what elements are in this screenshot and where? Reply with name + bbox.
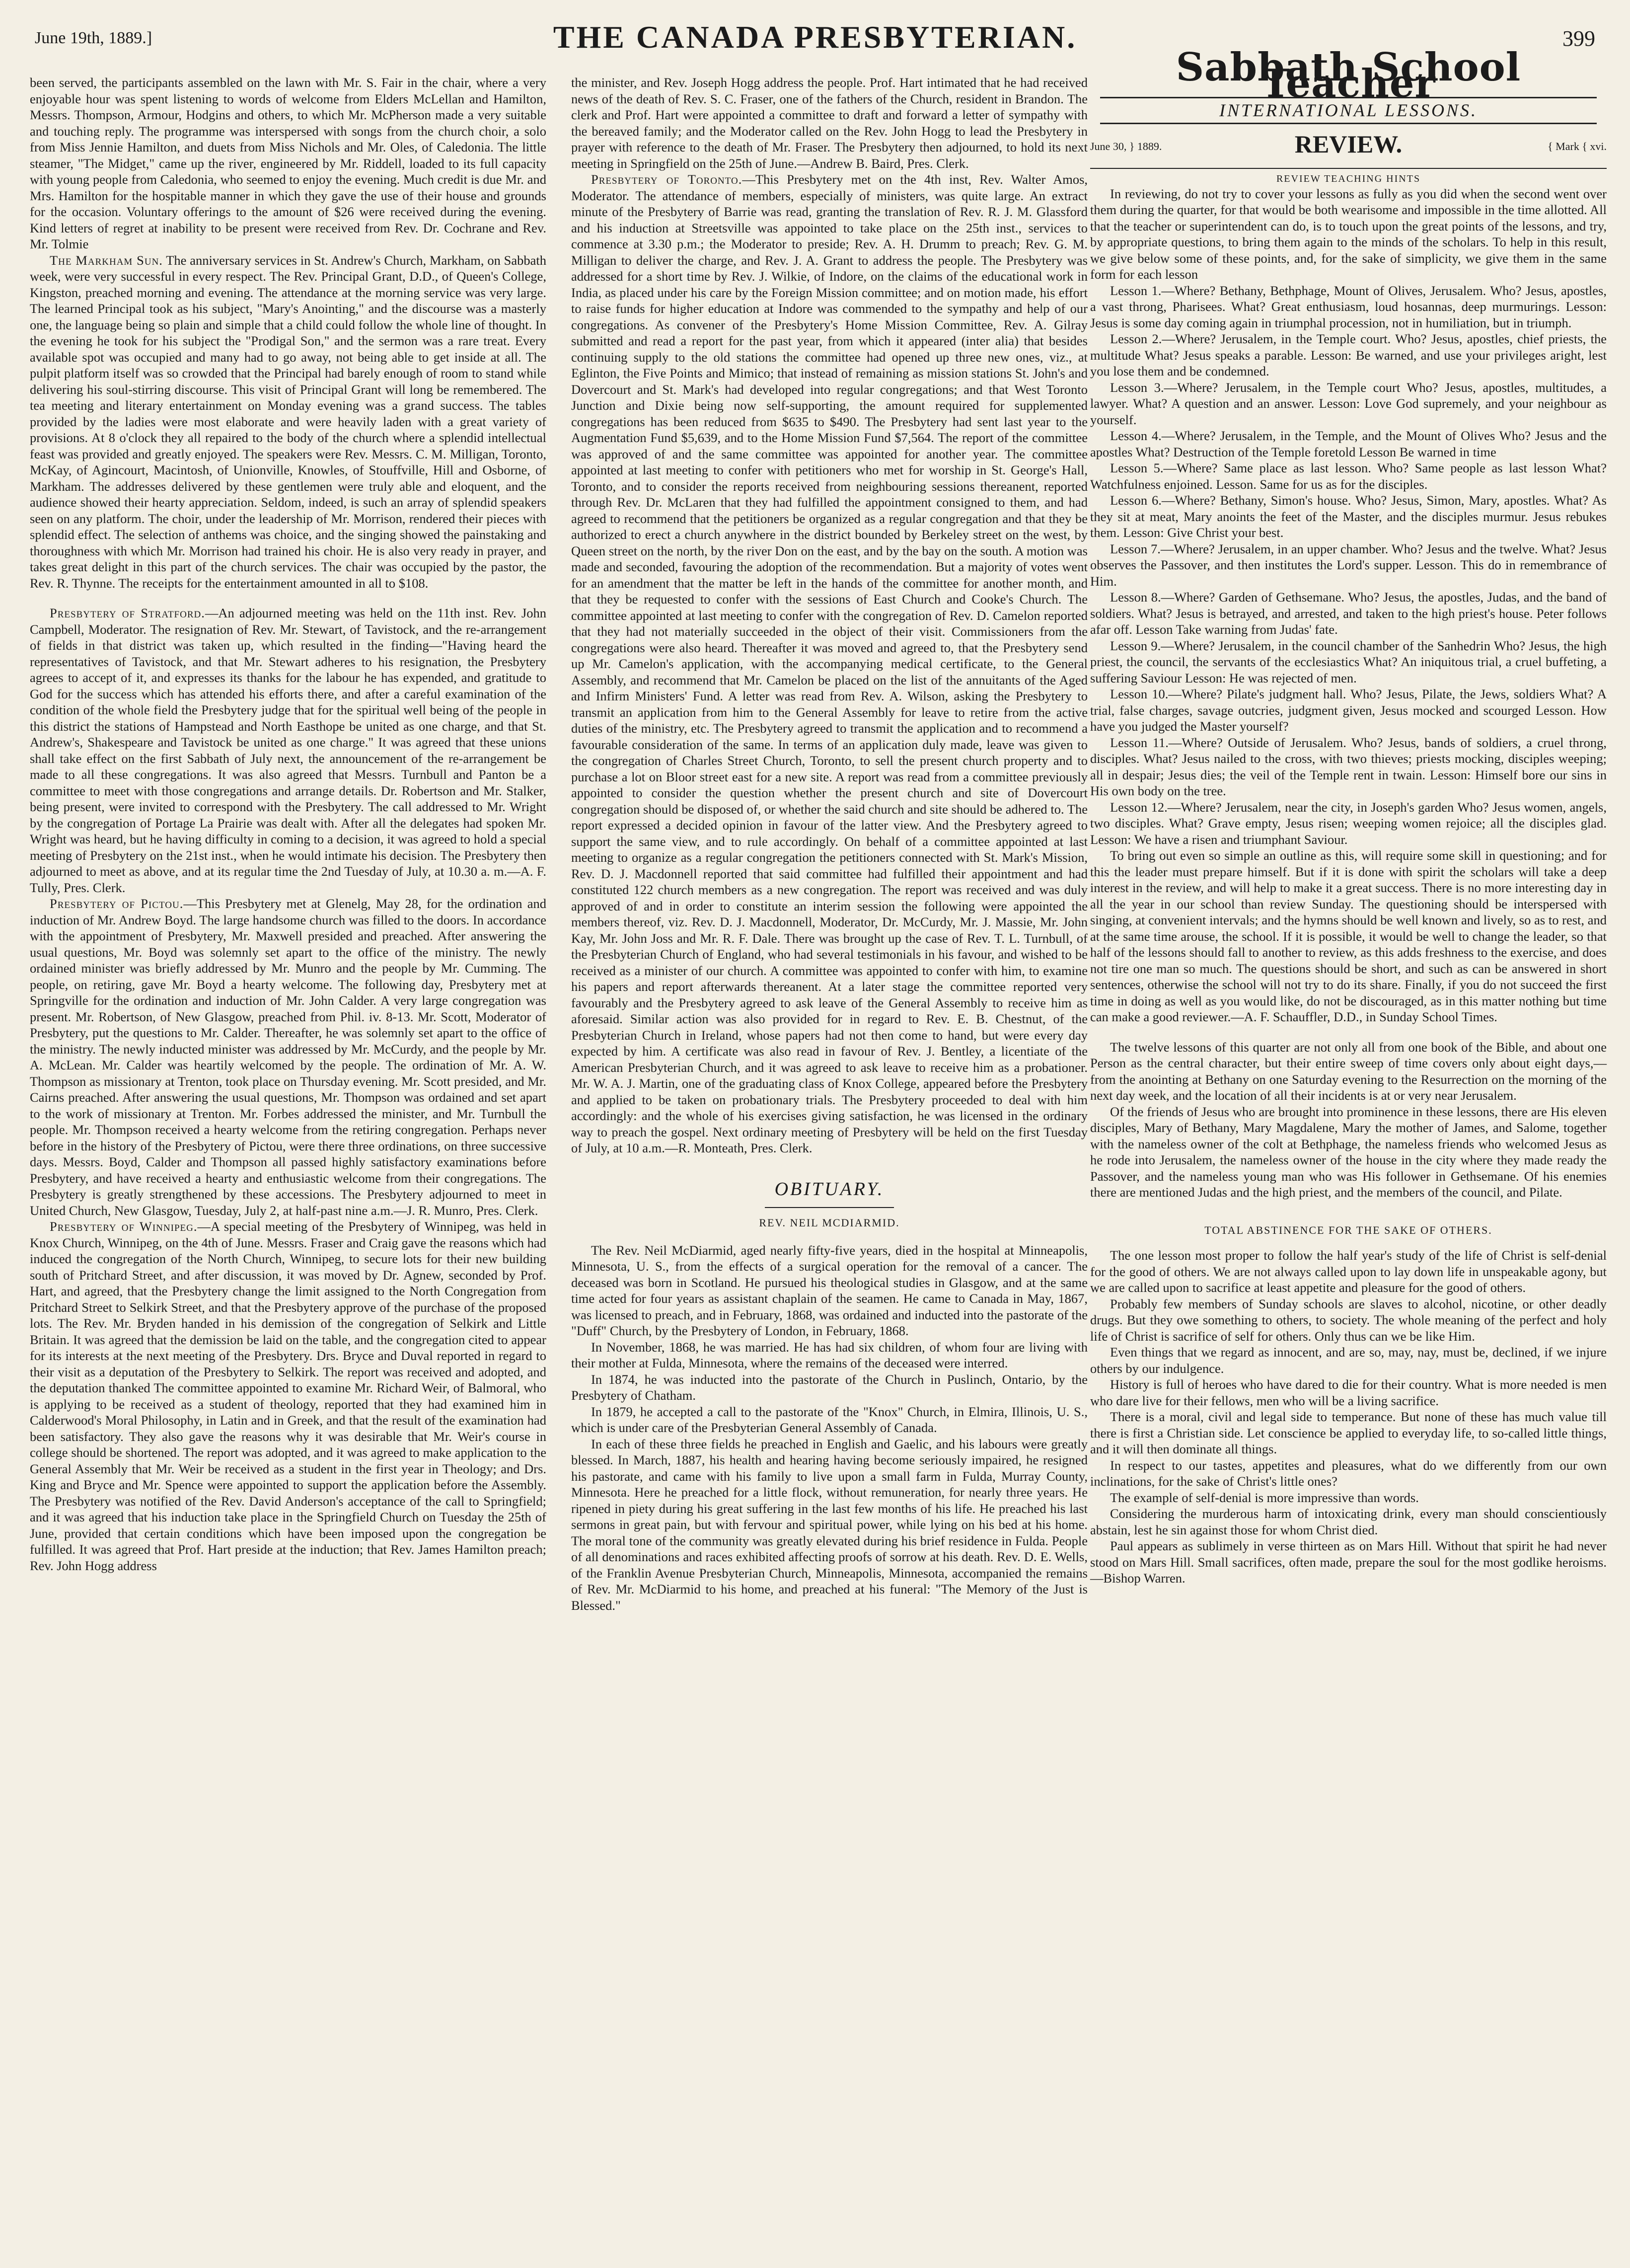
- obituary-paragraph: The Rev. Neil McDiarmid, aged nearly fifty-five years, died in the hospital at Minneapolis, Minnesota, U. S., from the effects of a surgical operation for the removal of a cancer. The deceased was born in Scotland. He pursued his theological studies in Glasgow, and at the same time acted for four years as assistant chaplain of the seamen. He came to Canada in May, 1867, was licensed to preach, and in February, 1868, was ordained and inducted into the pastorate of the "Duff" Church, by the Presbytery of London, in February, 1868.: [571, 1242, 1088, 1338]
- abstinence-paragraph: The example of self-denial is more impressive than words.: [1110, 1490, 1419, 1505]
- obituary-heading: OBITUARY.: [774, 1178, 885, 1200]
- obituary-paragraph: In 1874, he was inducted into the pastorate of the Church in Puslinch, Ontario, by the Presbytery of Chatham.: [571, 1371, 1088, 1403]
- lesson-reference: { Mark { xvi.: [1548, 140, 1607, 152]
- divider: [1090, 168, 1607, 169]
- column-2: [571, 75, 1088, 1613]
- lesson-paragraph: To bring out even so simple an outline as this, will require some skill in questioning; and for this the leader must prepare himself. But if it is done with spirit the scholars will take a deep interest in the review, and will help to make it a great success. There is no more interesting day in all the year in our school than review Sunday. The questioning should be interspersed with singing, at convenient intervals; and the hymns should be well known and lively, so as to rest, and at the same time arouse, the school. If it is possible, it would be well to change the leader, so that half of the lessons should fall to another to review, as this adds freshness to the exercise, and does not tire one man so much. The questions should be short, and such as can be answered in short sentences, otherwise the school will not try to do its share. Finally, if you do not succeed the first time in doing as well as you would like, do not be discouraged, as in this matter nothing but time can make a good reviewer.—A. F. Schauffler, D.D., in Sunday School Times.: [1090, 848, 1607, 1024]
- section-lead: Presbytery of Winnipeg.: [50, 1219, 198, 1234]
- lesson-item: Lesson 4.—Where? Jerusalem, in the Temple, and the Mount of Olives Who? Jesus and the apostles What? Destruction of the Temple foretold Lesson Be warned in time: [1090, 428, 1607, 459]
- divider: [1100, 123, 1597, 124]
- lesson-item: Lesson 5.—Where? Same place as last lesson. Who? Same people as last lesson What? Watchfulness enjoined. Lesson. Same for us as for the disciples.: [1090, 460, 1607, 492]
- paragraph-text: —This Presbytery met at Glenelg, May 28, for the ordination and induction of Mr. Andrew Boyd. The large handsome church was filled to the doors. In accordance with the appointment of Presbytery, Mr. Maxwell presided and preached. After answering the usual questions, Mr. Boyd was solemnly set apart to the office of the ministry. The newly ordained minister was briefly addressed by Mr. Munro and the people by Mr. Cumming. The people, on retiring, gave Mr. Boyd a hearty welcome. The following day, Presbytery met at Springville for the ordination and induction of Mr. John Calder. A very large congregation was present. Mr. Robertson, of New Glasgow, preached from Phil. iv. 8-13. Mr. Scott, Moderator of Presbytery, put the questions to Mr. Calder. Thereafter, he was solemnly set apart to the office of the ministry. The newly inducted minister was addressed by Mr. McCurdy, and the people by Mr. A. McLean. Mr. Calder was heartily welcomed by the people. The ordination of Mr. A. W. Thompson as missionary at Trenton, took place on Thursday evening. Mr. Scott presided, and Mr. Cairns preached. After answering the usual questions, Mr. Thompson was ordained and set apart to the work of missionary at Trenton. Mr. Forbes addressed the minister, and Mr. Turnbull the people. Mr. Thompson received a hearty welcome from the retiring congregation. Perhaps never before in the history of the Presbytery of Pictou, were there three ordinations, on three successive days. Messrs. Boyd, Calder and Thompson all passed highly satisfactory examinations before Presbytery, and have received a hearty and enthusiastic welcome from their congregations. The Presbytery is greatly strengthened by these accessions. The Presbytery adjourned to meet in United Church, New Glasgow, Tuesday, July 2, at half-past nine a.m.—J. R. Munro, Pres. Clerk.: [30, 896, 546, 1218]
- abstinence-paragraph: The one lesson most proper to follow the half year's study of the life of Christ is self-denial for the good of others. We are not always called upon to lay down life in unspeakable agony, but we are called upon to sacrifice at least appetite and pleasure for the good of others.: [1090, 1248, 1607, 1295]
- section-title: Sabbath School Teacher: [1176, 45, 1521, 106]
- lesson-item: Lesson 8.—Where? Garden of Gethsemane. Who? Jesus, the apostles, Judas, and the band of soldiers. What? Jesus is betrayed, and arrested, and taken to the high priest's house. Peter follows afar off. Lesson Take warning from Judas' fate.: [1090, 590, 1607, 637]
- lesson-item: Lesson 6.—Where? Bethany, Simon's house. Who? Jesus, Simon, Mary, apostles. What? As they sit at meat, Mary anoints the feet of the Master, and the disciples murmur. Jesus rebukes them. Lesson: Give Christ your best.: [1090, 493, 1607, 540]
- abstinence-heading: TOTAL ABSTINENCE FOR THE SAKE OF OTHERS.: [1204, 1223, 1492, 1236]
- section-lead: Presbytery of Toronto.: [591, 172, 742, 187]
- section-subtitle: INTERNATIONAL LESSONS.: [1219, 100, 1478, 120]
- column-3: [1090, 45, 1607, 1587]
- lesson-item: Lesson 10.—Where? Pilate's judgment hall. Who? Jesus, Pilate, the Jews, soldiers What? A trial, false charges, savage outcries, judgment given, Jesus mocked and scourged Lesson. How have you judged the Master yourself?: [1090, 686, 1607, 734]
- paragraph-text: —This Presbytery met on the 4th inst, Rev. Walter Amos, Moderator. The attendance of members, especially of ministers, was quite large. An extract minute of the Presbytery of Barrie was read, granting the translation of Rev. R. J. M. Glassford and his induction at Streetsville was appointed to take place on the 25th inst., services to commence at 3.30 p.m.; the Moderator to preside; Rev. A. H. Drumm to preach; Rev. G. M. Milligan to deliver the charge, and Rev. J. A. Grant to address the people. The Presbytery was addressed for a short time by Rev. J. Wilkie, of Indore, on the claims of the educational work in India, as placed under his care by the Foreign Mission committee; and on motion made, his effort to raise funds for higher education at Indore was commended to the sympathy and help of our congregations. As convener of the Presbytery's Home Mission Committee, Rev. A. Gilray submitted and read a report for the past year, from which it appeared (inter alia) that besides continuing supply to the old stations the committee had opened up three new ones, viz., at Eglinton, the Five Points and Mimico; that instead of remaining as mission stations St. John's and Dovercourt and St. Mark's had developed into regular congregations; and that West Toronto Junction and Dixie being now self-supporting, the amount required for supplemented congregations has been reduced from $635 to $490. The Presbytery had sent last year to the Augmentation Fund $5,639, and to the Home Mission Fund $7,564. The report of the committee was approved of and the same committee was appointed for another year. The committee appointed at last meeting to confer with petitioners who met for worship in St. George's Hall, Toronto, and to consider the reports received from neighbouring sessions thereanent, reported through Rev. Dr. McLaren that they had fulfilled the appointment consigned to them, and had agreed to recommend that the petitioners be organized as a regular congregation and that they be authorized to erect a church anywhere in the district bounded by Berkeley street on the west, by Queen street on the north, by the river Don on the east, and by the bay on the south. A motion was made and seconded, favouring the adoption of the recommendation. But a majority of votes went for an amendment that the matter be left in the hands of the committee for another month, and that they be requested to confer with the sessions of East Church and Cooke's Church. The committee appointed at last meeting to confer with the congregation of Rev. D. Camelon reported that they had not materially succeeded in the object of their visit. Commissioners from the congregations were also heard. Thereafter it was moved and agreed to, that the Presbytery send up Mr. Camelon's application, with the accompanying medical certificate, to the General Assembly, and recommend that Mr. Camelon be placed on the list of the annuitants of the Aged and Infirm Ministers' Fund. A letter was read from Rev. A. Wilson, asking the Presbytery to transmit an application from him to the General Assembly for leave to retire from the active duties of the ministry, etc. The Presbytery agreed to transmit the application and to recommend a favourable consideration of the same. In terms of an application duly made, leave was given to the congregation of Charles Street Church, Toronto, to sell the present church property and to purchase a lot on Bloor street east for a new site. A report was read from a committee previously appointed to consider the question whether the present church and site of Dovercourt congregation should be disposed of, or whether the said church and site should be adhered to. The report expressed a decided opinion in favour of the latter view. And the Presbytery agreed to support the same view, and to rule accordingly. On behalf of a committee appointed at last meeting to organize as a regular congregation the petitioners connected with St. Mark's Mission, Rev. D. J. Macdonnell reported that said committee had fulfilled their appointment and had constituted 122 church members as a new congregation. The report was received and was duly approved of and in order to constitute an interim session the following were appointed the members thereof, viz. Rev. D. J. Macdonnell, Moderator, Dr. McCurdy, Mr. J. Massie, Mr. John Kay, Mr. John Joss and Mr. R. F. Dale. There was brought up the case of Rev. T. L. Turnbull, of the Presbyterian Church of England, who had several testimonials in his favour, and wished to be received as a minister of our church. A committee was appointed to confer with him, to examine his papers and report afterwards thereanent. At a later stage the committee reported very favourably and the Presbytery agreed to ask leave of the General Assembly to receive him as aforesaid. Similar action was also provided for in regard to Rev. E. B. Chestnut, of the Presbyterian Church in Ireland, whose papers had not then come to hand, but were every day expected by him. A certificate was also read in favour of Rev. J. Bentley, a licentiate of the American Presbyterian Church, and it was agreed to ask leave to receive him as a probationer. Mr. W. A. J. Martin, one of the graduating class of Knox College, appeared before the Presbytery and applied to be taken on probationary trials. The Presbytery proceeded to deal with him accordingly: and the whole of his exercises giving satisfaction, he was licensed in the ordinary way to preach the gospel. Next ordinary meeting of Presbytery will be held on the first Tuesday of July, at 10 a.m.—R. Monteath, Pres. Clerk.: [571, 172, 1088, 1155]
- lesson-item: Lesson 1.—Where? Bethany, Bethphage, Mount of Olives, Jerusalem. Who? Jesus, apostles, a vast throng, Pharisees. What? Great enthusiasm, loud hosannas, deep murmurings. Lesson: Jesus is some day coming again in triumphal procession, not in humiliation, but in triumph.: [1090, 283, 1607, 330]
- lesson-paragraph: Of the friends of Jesus who are brought into prominence in these lessons, there are His eleven disciples, Mary of Bethany, Mary Magdalene, Mary the mother of James, and Salome, together with the nameless owner of the colt at Bethphage, the nameless friends who welcomed Jesus as he rode into Jerusalem, the nameless owner of the house in the city where they made ready the Passover, and the nameless young man who was His follower in Gethsemane. Of his enemies there are mentioned Judas and the high priest, and the members of the council, and Pilate.: [1090, 1104, 1607, 1200]
- abstinence-paragraph: History is full of heroes who have dared to die for their country. What is more needed is men who dare live for their fellows, men who will be a living sacrifice.: [1090, 1377, 1607, 1408]
- abstinence-paragraph: Considering the murderous harm of intoxicating drink, every man should conscientiously abstain, lest he sin against those for whom Christ died.: [1090, 1506, 1607, 1537]
- section-lead: The Markham Sun.: [50, 252, 163, 268]
- article-paragraph: the minister, and Rev. Joseph Hogg address the people. Prof. Hart intimated that he had received news of the death of Rev. S. C. Fraser, one of the fathers of the Church, resident in Brandon. The clerk and Prof. Hart were appointed a committee to draft and forward a letter of sympathy with the bereaved family; and the Moderator called on the Rev. John Hogg to lead the Presbytery in prayer with reference to the death of Mr. Fraser. The Presbytery then adjourned, to hold its next meeting in Springfield on the 25th of June.—Andrew B. Baird, Pres. Clerk.: [571, 75, 1088, 171]
- page-number: 399: [1562, 26, 1595, 51]
- lesson-paragraph: In reviewing, do not try to cover your lessons as fully as you did when the second went over them during the quarter, for that would be both wearisome and impossible in the time allotted. All that the teacher or superintendent can do, is to touch upon the great points of the lessons, and try, by appropriate questions, to bring them again to the minds of the scholars. To help in this result, we give below some of these points, and, for the sake of simplicity, we give them in the same form for each lesson: [1090, 186, 1607, 282]
- lesson-paragraph: The twelve lessons of this quarter are not only all from one book of the Bible, and about one Person as the central character, but their entire sweep of time covers only about eight days,—from the anointing at Bethany on one Saturday evening to the Resurrection on the morning of the next day week, and the location of all their incidents is at or very near Jerusalem.: [1090, 1039, 1607, 1103]
- newspaper-title: THE CANADA PRESBYTERIAN.: [553, 19, 1077, 55]
- lesson-item: Lesson 7.—Where? Jerusalem, in an upper chamber. Who? Jesus and the twelve. What? Jesus observes the Passover, and then institutes the Lord's supper. Lesson. This do in remembrance of Him.: [1090, 541, 1607, 589]
- lesson-subheading: REVIEW TEACHING HINTS: [1276, 173, 1421, 184]
- lesson-item: Lesson 11.—Where? Outside of Jerusalem. Who? Jesus, bands of soldiers, a cruel throng, disciples. What? Jesus nailed to the cross, with two thieves; priests mocking, disciples weeping; all in despair; Jesus dies; the veil of the Temple rent in twain. Lesson: Himself bore our sins in His own body on the tree.: [1090, 735, 1607, 798]
- obituary-paragraph: In each of these three fields he preached in English and Gaelic, and his labours were greatly blessed. In March, 1887, his health and hearing having become seriously impaired, he resigned his pastorate, and came with his family to live upon a small farm in Fulda, Murray County, Minnesota. Here he preached for a little flock, without remuneration, for nearly three years. He ripened in piety during his great suffering in the last few months of his life. He preached his last sermons in great pain, but with fervour and spiritual power, while lying on his bed at his home. The moral tone of the community was greatly elevated during his brief residence in Fulda. People of all denominations and races exhibited affecting proofs of sorrow at his death. Rev. D. E. Wells, of the Franklin Avenue Presbyterian Church, Minneapolis, Minnesota, accompanied the remains of Rev. Mr. McDiarmid to his home, and preached at his funeral: "The Memory of the Just is Blessed.": [571, 1436, 1088, 1613]
- divider: [765, 1207, 894, 1208]
- article-paragraph: been served, the participants assembled on the lawn with Mr. S. Fair in the chair, where a very enjoyable hour was spent listening to words of welcome from Elders McLellan and Hamilton, Messrs. Thompson, Armour, Hodgins and others, to which Mr. McPherson made a very suitable and touching reply. The programme was interspersed with songs from the church choir, a solo from Miss Jennie Hamilton, and duets from Miss Nichols and Mr. Oles, of Caledonia. The little steamer, "The Midget," came up the river, engineered by Mr. Riddell, loaded to its full capacity with young people from Caledonia, who seemed to enjoy the evening. Much credit is due Mr. and Mrs. Hamilton for the hospitable manner in which they gave the use of their house and grounds for the occasion. Voluntary offerings to the amount of $26 were received during the evening. Kind letters of regret at inability to be present were received from Rev. Dr. Cochrane and Rev. Mr. Tolmie: [30, 75, 546, 251]
- paragraph-text: The anniversary services in St. Andrew's Church, Markham, on Sabbath week, were very successful in every respect. The Rev. Principal Grant, D.D., of Queen's College, Kingston, preached morning and evening. The attendance at the morning service was very large. The learned Principal took as his subject, "Mary's Anointing," and the discourse was a masterly one, the language being so plain and simple that a child could follow the whole line of thought. In the evening he took for his subject the "Prodigal Son," and the sermon was a rare treat. Every available spot was occupied and many had to go away, not being able to get inside at all. The pulpit platform itself was so crowded that the Principal had barely enough of room to stand while delivering his soul-stirring discourse. This visit of Principal Grant will long be remembered. The tea meeting and literary entertainment on Monday evening was a grand success. The tables provided by the ladies were most elaborate and were heavily laden with a great variety of provisions. At 8 o'clock they all repaired to the body of the church where a splendid intellectual feast was provided and greatly enjoyed. The speakers were Rev. Messrs. C. M. Milligan, Toronto, McKay, of Agincourt, Macintosh, of Unionville, Knowles, of Stouffville, Hill and Osborne, of Markham. The addresses delivered by these gentlemen were truly able and eloquent, and the audience showed their hearty appreciation. Seldom, indeed, is such an array of splendid speakers seen on any platform. The choir, under the leadership of Mr. Morrison, rendered their pieces with splendid effect. The selection of anthems was choice, and the singing showed the painstaking and thoroughness with which Mr. Morrison had trained his choir. He is also very ready in prayer, and takes great delight in this part of the church services. The chair was occupied by the pastor, the Rev. R. Thynne. The receipts for the entertainment amounted in all to $108.: [30, 252, 546, 591]
- lesson-item: Lesson 12.—Where? Jerusalem, near the city, in Joseph's garden Who? Jesus women, angels, two disciples. What? Grave empty, Jesus risen; weeping women rejoice; all the disciples glad. Lesson: We have a risen and triumphant Saviour.: [1090, 799, 1607, 847]
- abstinence-paragraph: Even things that we regard as innocent, and are so, may, nay, must be, declined, if we injure others by our indulgence.: [1090, 1345, 1607, 1376]
- article-paragraph: [30, 605, 546, 896]
- abstinence-paragraph: There is a moral, civil and legal side to temperance. But none of these has much value till there is first a Christian side. Let conscience be applied to everyday life, to so-called little things, and it will then dominate all things.: [1090, 1409, 1607, 1456]
- section-lead: Presbytery of Stratford.: [50, 605, 205, 620]
- article-paragraph: [571, 171, 1088, 1156]
- paragraph-text: —An adjourned meeting was held on the 11th inst. Rev. John Campbell, Moderator. The resignation of Rev. Mr. Stewart, of Tavistock, and the re-arrangement of fields in that district was taken up, which resulted in the finding—"Having heard the representatives of Tavistock, and that Mr. Stewart adheres to his resignation, the Presbytery agrees to accept of it, and expresses its thanks for the labour he has expended, and gratitude to God for the success which has attended his efforts there, and after a careful examination of the condition of the whole field the Presbytery judge that for the spiritual well being of the people in this district the stations of Hampstead and North Easthope be united as one charge, and that St. Andrew's, Shakespeare and Tavistock be united as one charge." It was agreed that these unions shall take effect on the first Sabbath of July next, the announcement of the re-arrangement be made to all these congregations. It was also agreed that Messrs. Turnbull and Panton be a committee to meet with those congregations and arrange details. Dr. Robertson and Mr. Stalker, being present, were invited to correspond with the Presbytery. The call addressed to Mr. Wright by the congregation of Portage La Prairie was dealt with. After all the delegates had spoken Mr. Wright was heard, but he having difficulty in coming to a decision, it was agreed to hold a special meeting of Presbytery on the 21st inst., when he would intimate his decision. The Presbytery then adjourned to meet as above, and at its regular time the 2nd Tuesday of July, at 10.30 a. m.—A. F. Tully, Pres. Clerk.: [30, 605, 546, 895]
- article-paragraph: [30, 1218, 546, 1574]
- issue-date: June 19th, 1889.]: [35, 29, 152, 47]
- obituary-paragraph: In November, 1868, he was married. He has had six children, of whom four are living with their mother at Fulda, Minnesota, where the remains of the deceased were interred.: [571, 1339, 1088, 1370]
- paragraph-text: —A special meeting of the Presbytery of Winnipeg, was held in Knox Church, Winnipeg, on the 4th of June. Messrs. Fraser and Craig gave the reasons which had induced the congregation of the North Church, Winnipeg, to secure lots for their new building south of Pritchard Street, and after discussion, it was moved by Dr. Agnew, seconded by Prof. Hart, and agreed, that the Presbytery change the limit assigned to the North Congregation from Pritchard Street to Selkirk Street, and that the Presbytery approve of the purchase of the proposed lots. The Rev. Mr. Bryden handed in his demission of the congregation of Selkirk and Little Britain. It was agreed that the demission be laid on the table, and the congregation cited to appear for its interests at the next meeting of the Presbytery. Drs. Bryce and Duval reported in regard to their visit as a deputation of the Presbytery to Selkirk. The report was received and adopted, and the deputation thanked The committee appointed to examine Mr. Richard Weir, of Balmoral, who is applying to be received as a student of theology, reported that they had examined him in Calderwood's Moral Philosophy, in Latin and in Greek, and that the result of the examination had been satisfactory. They also gave the reasons why it was desirable that Mr. Weir's course in college should be shortened. The report was adopted, and it was agreed to make application to the General Assembly that Mr. Weir be received as a student in the first year in Theology; and Drs. King and Bryce and Mr. Spence were appointed to support the application before the Assembly. The Presbytery was notified of the Rev. David Anderson's acceptance of the call to Springfield; and it was agreed that his induction take place in the Springfield Church on Tuesday the 25th of June, provided that certain conditions which have been imposed upon the congregation be fulfilled. It was agreed that Prof. Hart preside at the induction; that Rev. James Hamilton preach; Rev. John Hogg address: [30, 1219, 546, 1573]
- lesson-item: Lesson 9.—Where? Jerusalem, in the council chamber of the Sanhedrin Who? Jesus, the high priest, the council, the servants of the ecclesiastics What? An iniquitous trial, a cruel buffeting, a suffering Saviour Lesson: He was rejected of men.: [1090, 638, 1607, 685]
- obituary-name: REV. NEIL MCDIARMID.: [759, 1216, 900, 1229]
- abstinence-paragraph: Paul appears as sublimely in verse thirteen as on Mars Hill. Without that spirit he had never stood on Mars Hill. Small sacrifices, often made, prepare the soul for the most godlike heroisms.—Bishop Warren.: [1090, 1538, 1607, 1586]
- abstinence-paragraph: Probably few members of Sunday schools are slaves to alcohol, nicotine, or other deadly drugs. But they owe something to others, to society. The whole meaning of the perfect and holy life of Christ is sacrifice of self for others. Only thus can we be like Him.: [1090, 1296, 1607, 1344]
- lesson-item: Lesson 2.—Where? Jerusalem, in the Temple court. Who? Jesus, apostles, chief priests, the multitude What? Jesus speaks a parable. Lesson: Be warned, and use your privileges aright, lest you lose them and be condemned.: [1090, 331, 1607, 378]
- lesson-item: Lesson 3.—Where? Jerusalem, in the Temple court Who? Jesus, apostles, multitudes, a lawyer. What? A question and an answer. Lesson: Love God supremely, and your neighbour as yourself.: [1090, 379, 1607, 427]
- obituary-paragraph: In 1879, he accepted a call to the pastorate of the "Knox" Church, in Elmira, Illinois, U. S., which is under care of the Presbyterian General Assembly of Canada.: [571, 1404, 1088, 1435]
- section-lead: Presbytery of Pictou.: [50, 896, 184, 911]
- abstinence-paragraph: In respect to our tastes, appetites and pleasures, what do we differently from our own inclinations, for the sake of Christ's little ones?: [1090, 1457, 1607, 1489]
- lesson-date: June 30, } 1889.: [1090, 140, 1162, 152]
- article-paragraph: [30, 896, 546, 1218]
- column-1: [30, 75, 546, 1574]
- lesson-header: [1090, 130, 1607, 184]
- article-paragraph: [30, 252, 546, 592]
- lesson-title: REVIEW.: [1294, 130, 1403, 158]
